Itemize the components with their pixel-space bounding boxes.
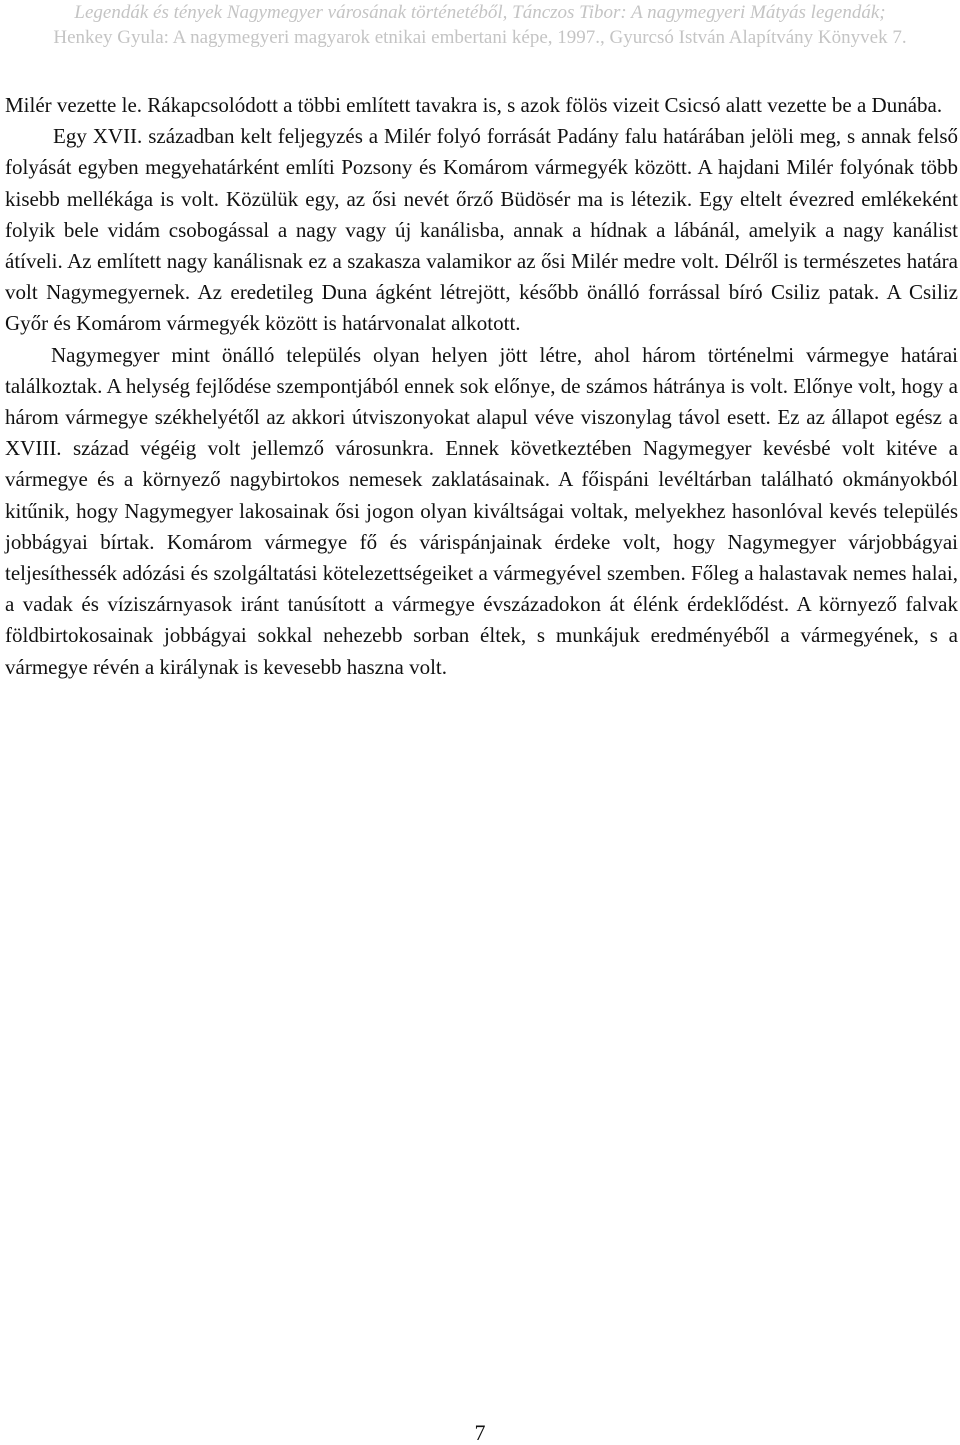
header-line-2: Henkey Gyula: A nagymegyeri magyarok etnikai embertani képe, 1997., Gyurcsó István Alapítvány Könyvek 7.: [53, 27, 907, 48]
paragraph-3: Nagymegyer mint önálló település olyan helyen jött létre, ahol három történelmi vármegye határai találkoztak. A helység fejlődése szempontjából ennek sok előnye, de számos hátránya is volt. Előnye volt, hogy a három vármegye székhelyétől az akkori útviszonyokat alapul véve viszonylag távol esett. Ez az állapot egész a XVIII. század végéig volt jellemző városunkra. Ennek következtében Nagymegyer kevésbé volt kitéve a vármegye és a környező nagybirtokos nemesek zaklatásainak. A főispáni levéltárban található okmányokból kitűnik, hogy Nagymegyer lakosainak ősi jogon olyan kiváltságai voltak, melyekhez hasonlóval kevés település jobbágyai bírtak. Komárom vármegye fő és várispánjainak érdeke volt, hogy Nagymegyer várjobbágyai teljesíthessék adózási és szolgáltatási kötelezettségeiket a vármegyével szemben. Főleg a halastavak nemes halai, a vadak és víziszárnyasok iránt tanúsított a vármegye évszázadokon át élénk érdeklődést. A környező falvak földbirtokosainak jobbágyai sokkal nehezebb sorban éltek, s munkájuk eredményéből a vármegyének, s a vármegye révén a királynak is kevesebb haszna volt.: [5, 342, 958, 679]
body-text: [5, 90, 958, 683]
header-line-1: Legendák és tények Nagymegyer városának történetéből, Tánczos Tibor: A nagymegyeri Mátyás legendák;: [74, 2, 886, 23]
page-number: 7: [474, 1420, 486, 1445]
paragraph-2: Egy XVII. században kelt feljegyzés a Milér folyó forrását Padány falu határában jelöli meg, s annak felső folyását egyben megyehatárként említi Pozsony és Komárom vármegyék között. A hajdani Milér folyónak több kisebb mellékága is volt. Közülük egy, az ősi nevét őrző Büdösér ma is létezik. Egy eltelt évezred emlékeként folyik bele vidám csobogással a nagy vagy új kanálisba, annak a hídnak a lábánál, amelyik a nagy kanálist átíveli. Az említett nagy kanálisnak ez a szakasza valamikor az ősi Milér medre volt. Délről is természetes határa volt Nagymegyernek. Az eredetileg Duna ágként létrejött, később önálló forrással bíró Csiliz patak. A Csiliz Győr és Komárom vármegyék között is határvonalat alkotott.: [5, 124, 958, 336]
running-header: [0, 0, 960, 50]
paragraph-1: Milér vezette le. Rákapcsolódott a többi említett tavakra is, s azok fölös vizeit Csicsó alatt vezette be a Dunába.: [5, 93, 943, 117]
